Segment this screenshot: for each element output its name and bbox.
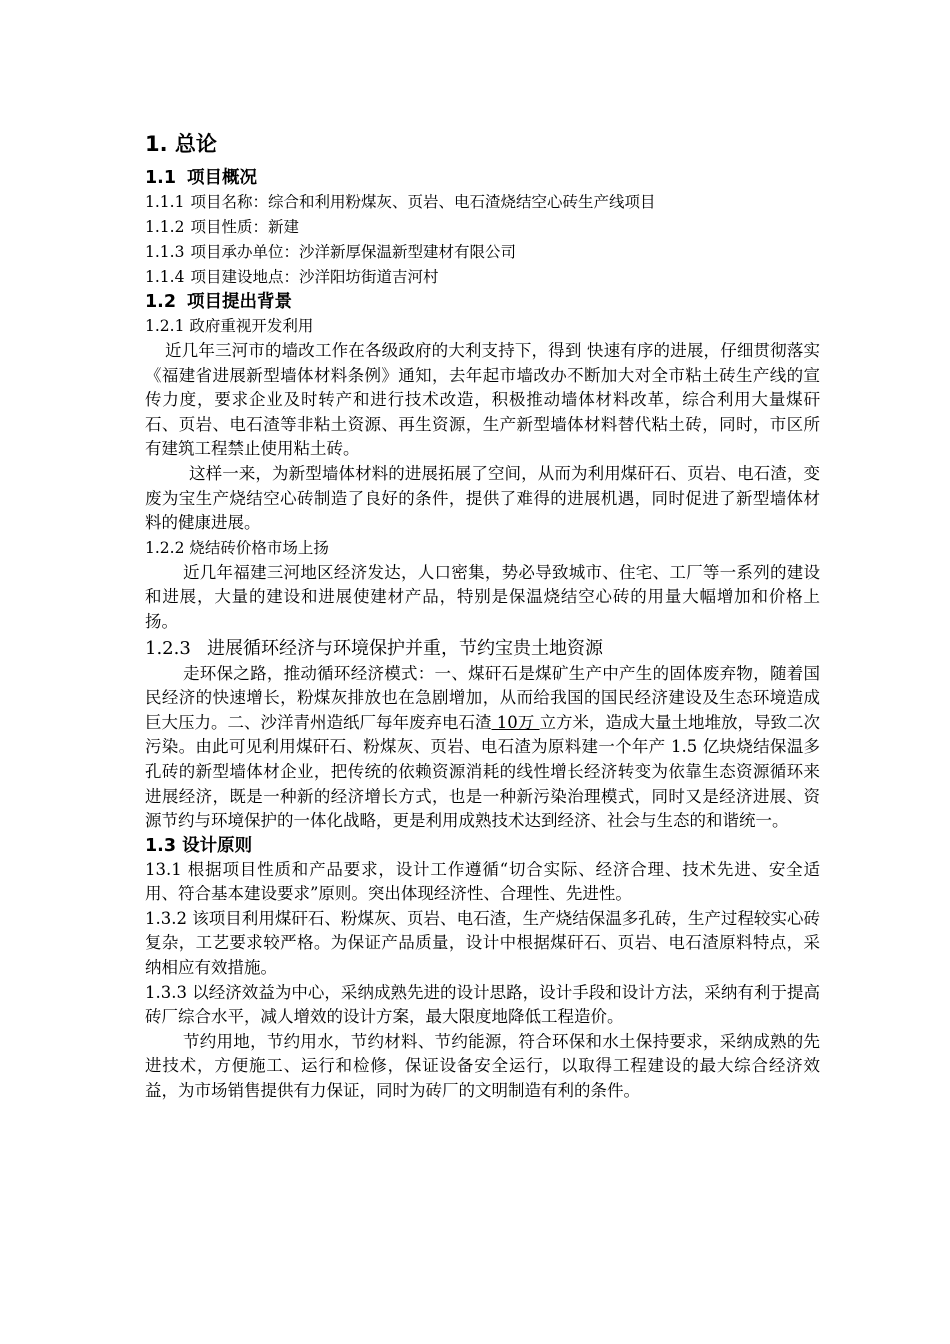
subsection-title: 进展循环经济与环境保护并重，节约宝贵土地资源	[207, 637, 603, 659]
item-text: 项目建设地点：沙洋阳坊街道吉河村	[190, 268, 439, 286]
section-1-1-heading	[145, 166, 820, 190]
subsection-1-2-2-heading: 1.2.2 烧结砖价格市场上扬	[145, 538, 329, 557]
subsection-1-2-3-heading	[145, 635, 820, 662]
item-text: 项目名称：综合和利用粉煤灰、页岩、电石渣烧结空心砖生产线项目	[190, 193, 656, 211]
item-1-1-4	[145, 265, 820, 290]
section-title: 项目提出背景	[187, 292, 292, 312]
section-number: 1.2	[145, 292, 177, 312]
item-1-1-3	[145, 240, 820, 265]
section-1-2-heading	[145, 290, 820, 314]
item-1-1-2	[145, 215, 820, 240]
item-number: 1.1.1	[145, 193, 185, 211]
paragraph-text: 立方米，造成大量土地堆放，导致二次污染。由此可见利用煤矸石、粉煤灰、页岩、电石渣为原料建一个年产 1.5 亿块烧结保温多孔砖的新型墙体材企业，把传统的依赖资源消耗的线性增长经济转变为依靠生态资源循环来进展经济，既是一种新的经济增长方式，也是一种新污染治理模式，同时又是经济进展、资源节约与环境保护的一体化战略，更是利用成熟技术达到经济、社会与生态的和谐统一。	[145, 712, 820, 831]
section-title: 项目概况	[187, 168, 257, 188]
item-1-1-1	[145, 190, 820, 215]
paragraph: 近几年福建三河地区经济发达，人口密集，势必导致城市、住宅、工厂等一系列的建设和进展，大量的建设和进展使建材产品，特别是保温烧结空心砖的用量大幅增加和价格上扬。	[145, 562, 820, 631]
document-page	[145, 130, 820, 1104]
item-number: 1.1.2	[145, 218, 185, 236]
paragraph: 节约用地，节约用水，节约材料、节约能源，符合环保和水土保持要求，采纳成熟的先进技术，方便施工、运行和检修，保证设备安全运行，以取得工程建设的最大综合经济效益，为市场销售提供有力保证，同时为砖厂的文明制造有利的条件。	[145, 1031, 820, 1101]
chapter-title: 1. 总论	[145, 132, 217, 156]
paragraph: 近几年三河市的墙改工作在各级政府的大利支持下，得到 快速有序的进展，仔细贯彻落实《福建省进展新型墙体材料条例》通知，去年起市墙改办不断加大对全市粘土砖生产线的宣传力度，要求企业及时转产和进行技术改造，积极推动墙体材料改革，综合利用大量煤矸石、页岩、电石渣等非粘土资源、再生资源，生产新型墙体材料替代粘土砖，同时，市区所有建筑工程禁止使用粘土砖。	[145, 341, 820, 459]
subsection-number: 1.2.3	[145, 637, 191, 659]
item-text: 项目性质：新建	[190, 218, 299, 236]
paragraph: 13.1 根据项目性质和产品要求，设计工作遵循“切合实际、经济合理、技术先进、安全适用、符合基本建设要求”原则。突出体现经济性、合理性、先进性。	[145, 859, 820, 904]
paragraph: 这样一来，为新型墙体材料的进展拓展了空间，从而为利用煤矸石、页岩、电石渣，变废为宝生产烧结空心砖制造了良好的条件，提供了难得的进展机遇，同时促进了新型墙体材料的健康进展。	[145, 463, 820, 533]
paragraph-text: 走环保之路，推动循环经济模式：一、煤矸石是煤矿生产中产生的固体废弃物，随着国民经济的快速增长，粉煤灰排放也在急剧增加，从而给我国的国民经济建设及生态环境造成巨大压力。二、沙洋青州造纸厂每年废弃电石渣	[145, 663, 820, 732]
paragraph: 1.3.2 该项目利用煤矸石、粉煤灰、页岩、电石渣，生产烧结保温多孔砖，生产过程较实心砖复杂，工艺要求较严格。为保证产品质量，设计中根据煤矸石、页岩、电石渣原料特点，采纳相应有效措施。	[145, 908, 820, 978]
paragraph: 1.3.3 以经济效益为中心，采纳成熟先进的设计思路，设计手段和设计方法，采纳有利于提高砖厂综合水平，减人增效的设计方案，最大限度地降低工程造价。	[145, 982, 820, 1027]
paragraph	[145, 662, 820, 834]
item-number: 1.1.3	[145, 243, 185, 261]
subsection-1-2-1-heading: 1.2.1 政府重视开发利用	[145, 317, 314, 335]
section-1-3-heading: 1.3 设计原则	[145, 835, 253, 856]
underlined-quantity: 10万	[491, 712, 540, 732]
item-text: 项目承办单位：沙洋新厚保温新型建材有限公司	[190, 243, 516, 261]
item-number: 1.1.4	[145, 268, 185, 286]
section-number: 1.1	[145, 168, 177, 188]
